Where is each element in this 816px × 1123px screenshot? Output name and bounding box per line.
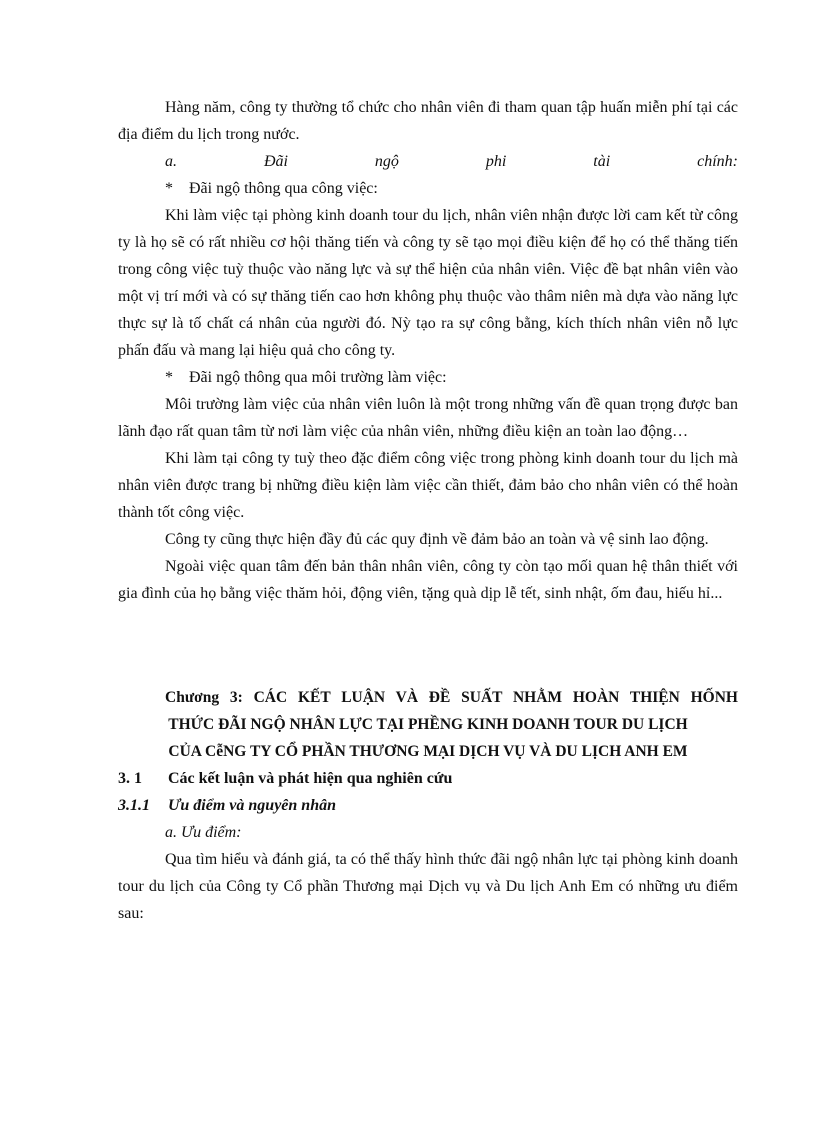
- subsection-title: Ưu điểm và nguyên nhân: [168, 797, 336, 814]
- section-number: 3. 1: [118, 770, 142, 787]
- heading-advantages: a. Ưu điểm:: [165, 824, 242, 841]
- chapter-heading: [118, 684, 738, 765]
- section-title: Các kết luận và phát hiện qua nghiên cứu: [168, 770, 453, 787]
- paragraph-environment-2: Khi làm tại công ty tuỳ theo đặc điểm công việc trong phòng kinh doanh tour du lịch mà nhân viên được trang bị những điều kiện làm việc cần thiết, đảm bảo cho nhân viên có thể hoàn thành tốt công việc.: [118, 450, 738, 521]
- paragraph-work: Khi làm việc tại phòng kinh doanh tour du lịch, nhân viên nhận được lời cam kết từ công ty là họ sẽ có rất nhiều cơ hội thăng tiến và công ty sẽ tạo mọi điều kiện để họ có thể thăng tiến trong công việc tuỳ thuộc vào năng lực và sự thể hiện của nhân viên. Việc đề bạt nhân viên vào một vị trí mới và có sự thăng tiến cao hơn không phụ thuộc vào thâm niên mà dựa vào năng lực thực sự là tố chất cá nhân của người đó. Nỳ tạo ra sự công bằng, kích thích nhân viên nỗ lực phấn đấu và mang lại hiệu quả cho công ty.: [118, 207, 738, 359]
- bullet-environment: [118, 364, 738, 391]
- subsection-heading: [118, 792, 738, 819]
- chapter-line-2: THỨC ĐÃI NGỘ NHÂN LỰC TẠI PHỀNG KINH DOANH TOUR DU LỊCH: [168, 716, 688, 733]
- chapter-line-1: Chương 3: CÁC KẾT LUẬN VÀ ĐỀ SUẤT NHẰM HOÀN THIỆN HỐNH: [165, 689, 738, 706]
- section-heading: [118, 765, 738, 792]
- paragraph-training: Hàng năm, công ty thường tổ chức cho nhân viên đi tham quan tập huấn miễn phí tại các địa điểm du lịch trong nước.: [118, 99, 738, 143]
- bullet-work-text: Đãi ngộ thông qua công việc:: [189, 180, 378, 197]
- paragraph-advantages: Qua tìm hiểu và đánh giá, ta có thể thấy hình thức đãi ngộ nhân lực tại phòng kinh doanh tour du lịch của Công ty Cổ phần Thương mại Dịch vụ và Du lịch Anh Em có những ưu điểm sau:: [118, 851, 738, 922]
- paragraph-environment-3: Công ty cũng thực hiện đầy đủ các quy định về đảm bảo an toàn và vệ sinh lao động.: [165, 531, 709, 548]
- bullet-star: *: [165, 180, 173, 197]
- bullet-star: *: [165, 369, 173, 386]
- paragraph-environment-4: Ngoài việc quan tâm đến bản thân nhân viên, công ty còn tạo mối quan hệ thân thiết với gia đình của họ bằng việc thăm hỏi, động viên, tặng quà dịp lễ tết, sinh nhật, ốm đau, hiếu hỉ...: [118, 558, 738, 602]
- document-page: [118, 94, 738, 927]
- chapter-line-3: CỦA CễNG TY CỔ PHẦN THƯƠNG MẠI DỊCH VỤ VÀ DU LỊCH ANH EM: [168, 743, 688, 760]
- heading-non-financial: a. Đãi ngộ phi tài chính:: [165, 153, 738, 170]
- bullet-work: [118, 175, 738, 202]
- subsection-number: 3.1.1: [118, 797, 150, 814]
- bullet-environment-text: Đãi ngộ thông qua môi trường làm việc:: [189, 369, 447, 386]
- paragraph-environment-1: Môi trường làm việc của nhân viên luôn là một trong những vấn đề quan trọng được ban lãnh đạo rất quan tâm từ nơi làm việc của nhân viên, những điều kiện an toàn lao động…: [118, 396, 738, 440]
